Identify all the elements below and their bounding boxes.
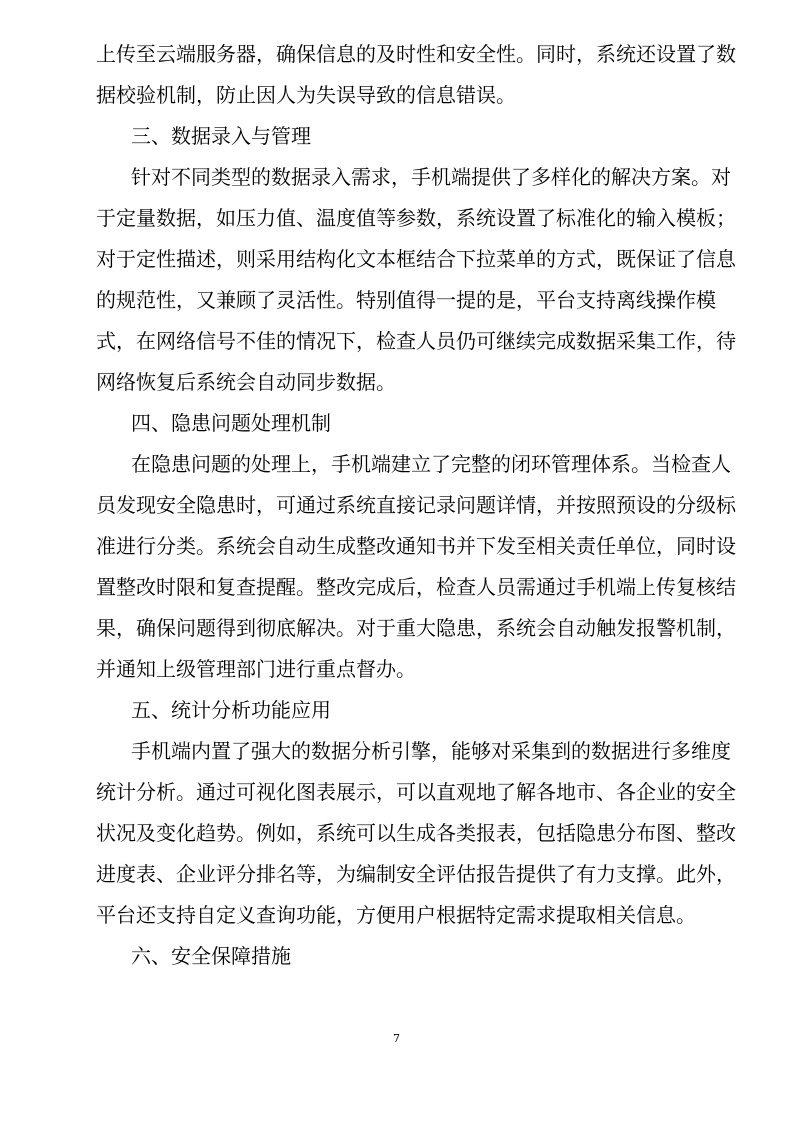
body-text-line: 对于定性描述，则采用结构化文本框结合下拉菜单的方式，既保证了信息 xyxy=(96,247,736,271)
body-text-line: 在隐患问题的处理上，手机端建立了完整的闭环管理体系。当检查人 xyxy=(131,452,731,476)
section-heading-security: 六、安全保障措施 xyxy=(131,944,291,968)
body-text-line: 手机端内置了强大的数据分析引擎，能够对采集到的数据进行多维度 xyxy=(131,739,731,763)
body-text-line: 并通知上级管理部门进行重点督办。 xyxy=(96,657,416,681)
section-heading-statistics: 五、统计分析功能应用 xyxy=(131,698,331,722)
body-text-line: 针对不同类型的数据录入需求，手机端提供了多样化的解决方案。对 xyxy=(131,165,731,189)
body-text-line: 平台还支持自定义查询功能，方便用户根据特定需求提取相关信息。 xyxy=(96,903,696,927)
body-text-line: 果，确保问题得到彻底解决。对于重大隐患，系统会自动触发报警机制， xyxy=(96,616,736,640)
body-text-line: 网络恢复后系统会自动同步数据。 xyxy=(96,370,396,394)
body-text-line: 于定量数据，如压力值、温度值等参数，系统设置了标准化的输入模板； xyxy=(96,206,736,230)
body-text-line: 进度表、企业评分排名等，为编制安全评估报告提供了有力支撑。此外， xyxy=(96,862,736,886)
body-text-line: 式，在网络信号不佳的情况下，检查人员仍可继续完成数据采集工作，待 xyxy=(96,329,736,353)
page-number: 7 xyxy=(393,1032,400,1045)
body-text-line: 准进行分类。系统会自动生成整改通知书并下发至相关责任单位，同时设 xyxy=(96,534,736,558)
body-text-line: 据校验机制，防止因人为失误导致的信息错误。 xyxy=(96,83,516,107)
body-text-line: 置整改时限和复查提醒。整改完成后，检查人员需通过手机端上传复核结 xyxy=(96,575,736,599)
body-text-line: 统计分析。通过可视化图表展示，可以直观地了解各地市、各企业的安全 xyxy=(96,780,736,804)
body-text-line: 上传至云端服务器，确保信息的及时性和安全性。同时，系统还设置了数 xyxy=(96,42,736,66)
section-heading-data-entry: 三、数据录入与管理 xyxy=(131,124,311,148)
body-text-line: 员发现安全隐患时，可通过系统直接记录问题详情，并按照预设的分级标 xyxy=(96,493,736,517)
body-text-line: 状况及变化趋势。例如，系统可以生成各类报表，包括隐患分布图、整改 xyxy=(96,821,736,845)
section-heading-hazard-handling: 四、隐患问题处理机制 xyxy=(131,411,331,435)
body-text-line: 的规范性，又兼顾了灵活性。特别值得一提的是，平台支持离线操作模 xyxy=(96,288,716,312)
